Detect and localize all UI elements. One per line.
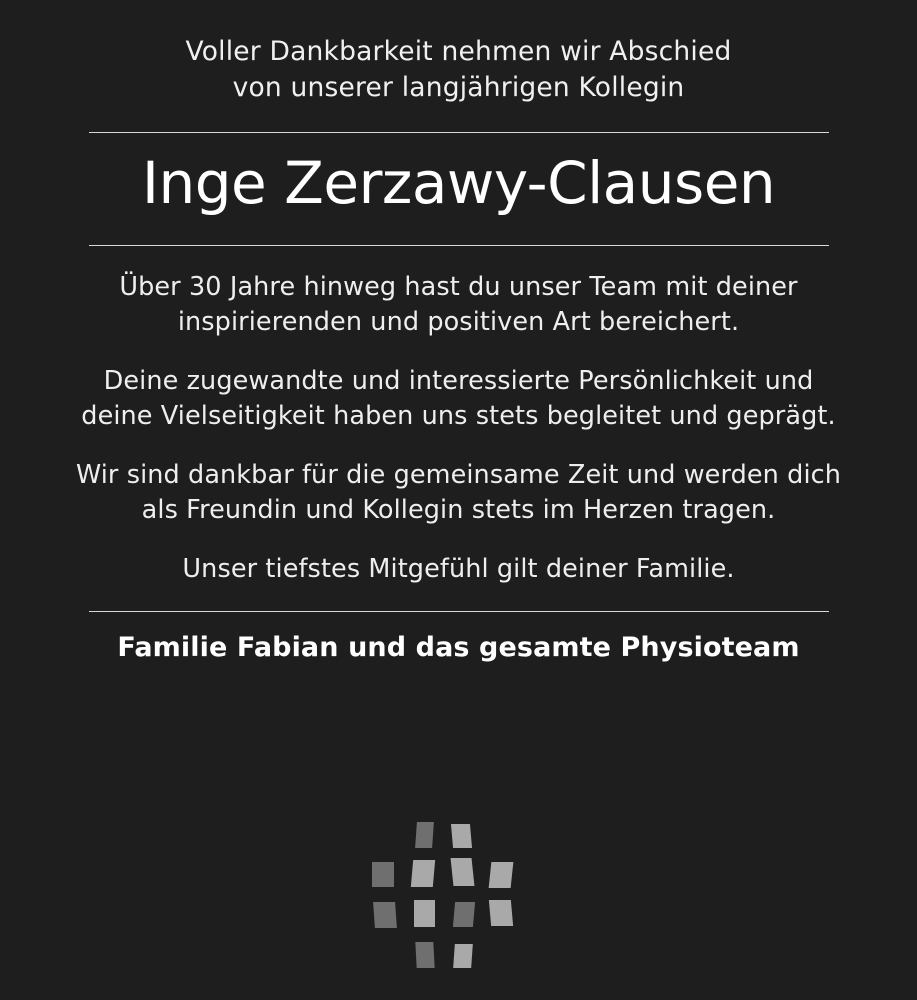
intro-text (179, 34, 737, 106)
tribute-body (69, 246, 849, 604)
tribute-paragraph: Unser tiefstes Mitgefühl gilt deiner Familie. (182, 553, 735, 584)
tribute-paragraph: Wir sind dankbar für die gemeinsame Zeit und werden dich als Freundin und Kollegin stets im Herzen tragen. (75, 460, 842, 526)
intro-line-2: von unserer langjährigen Kollegin (232, 71, 685, 103)
deceased-name: Inge Zerzawy-Clausen (141, 149, 776, 218)
intro-line-1: Voller Dankbarkeit nehmen wir Abschied (185, 36, 732, 67)
tribute-paragraph: Deine zugewandte und interessierte Persönlichkeit und deine Vielseitigkeit haben uns stets begleitet und geprägt. (81, 366, 836, 432)
tribute-paragraph: Über 30 Jahre hinweg hast du unser Team mit deiner inspirierenden und positiven Art bereichert. (119, 272, 798, 338)
divider-above-signature (89, 611, 829, 613)
pixel-mosaic-logo (364, 822, 554, 992)
signature-line: Familie Fabian und das gesamte Physioteam (117, 632, 800, 664)
divider-above-name (89, 132, 829, 134)
logo-area (0, 819, 917, 994)
